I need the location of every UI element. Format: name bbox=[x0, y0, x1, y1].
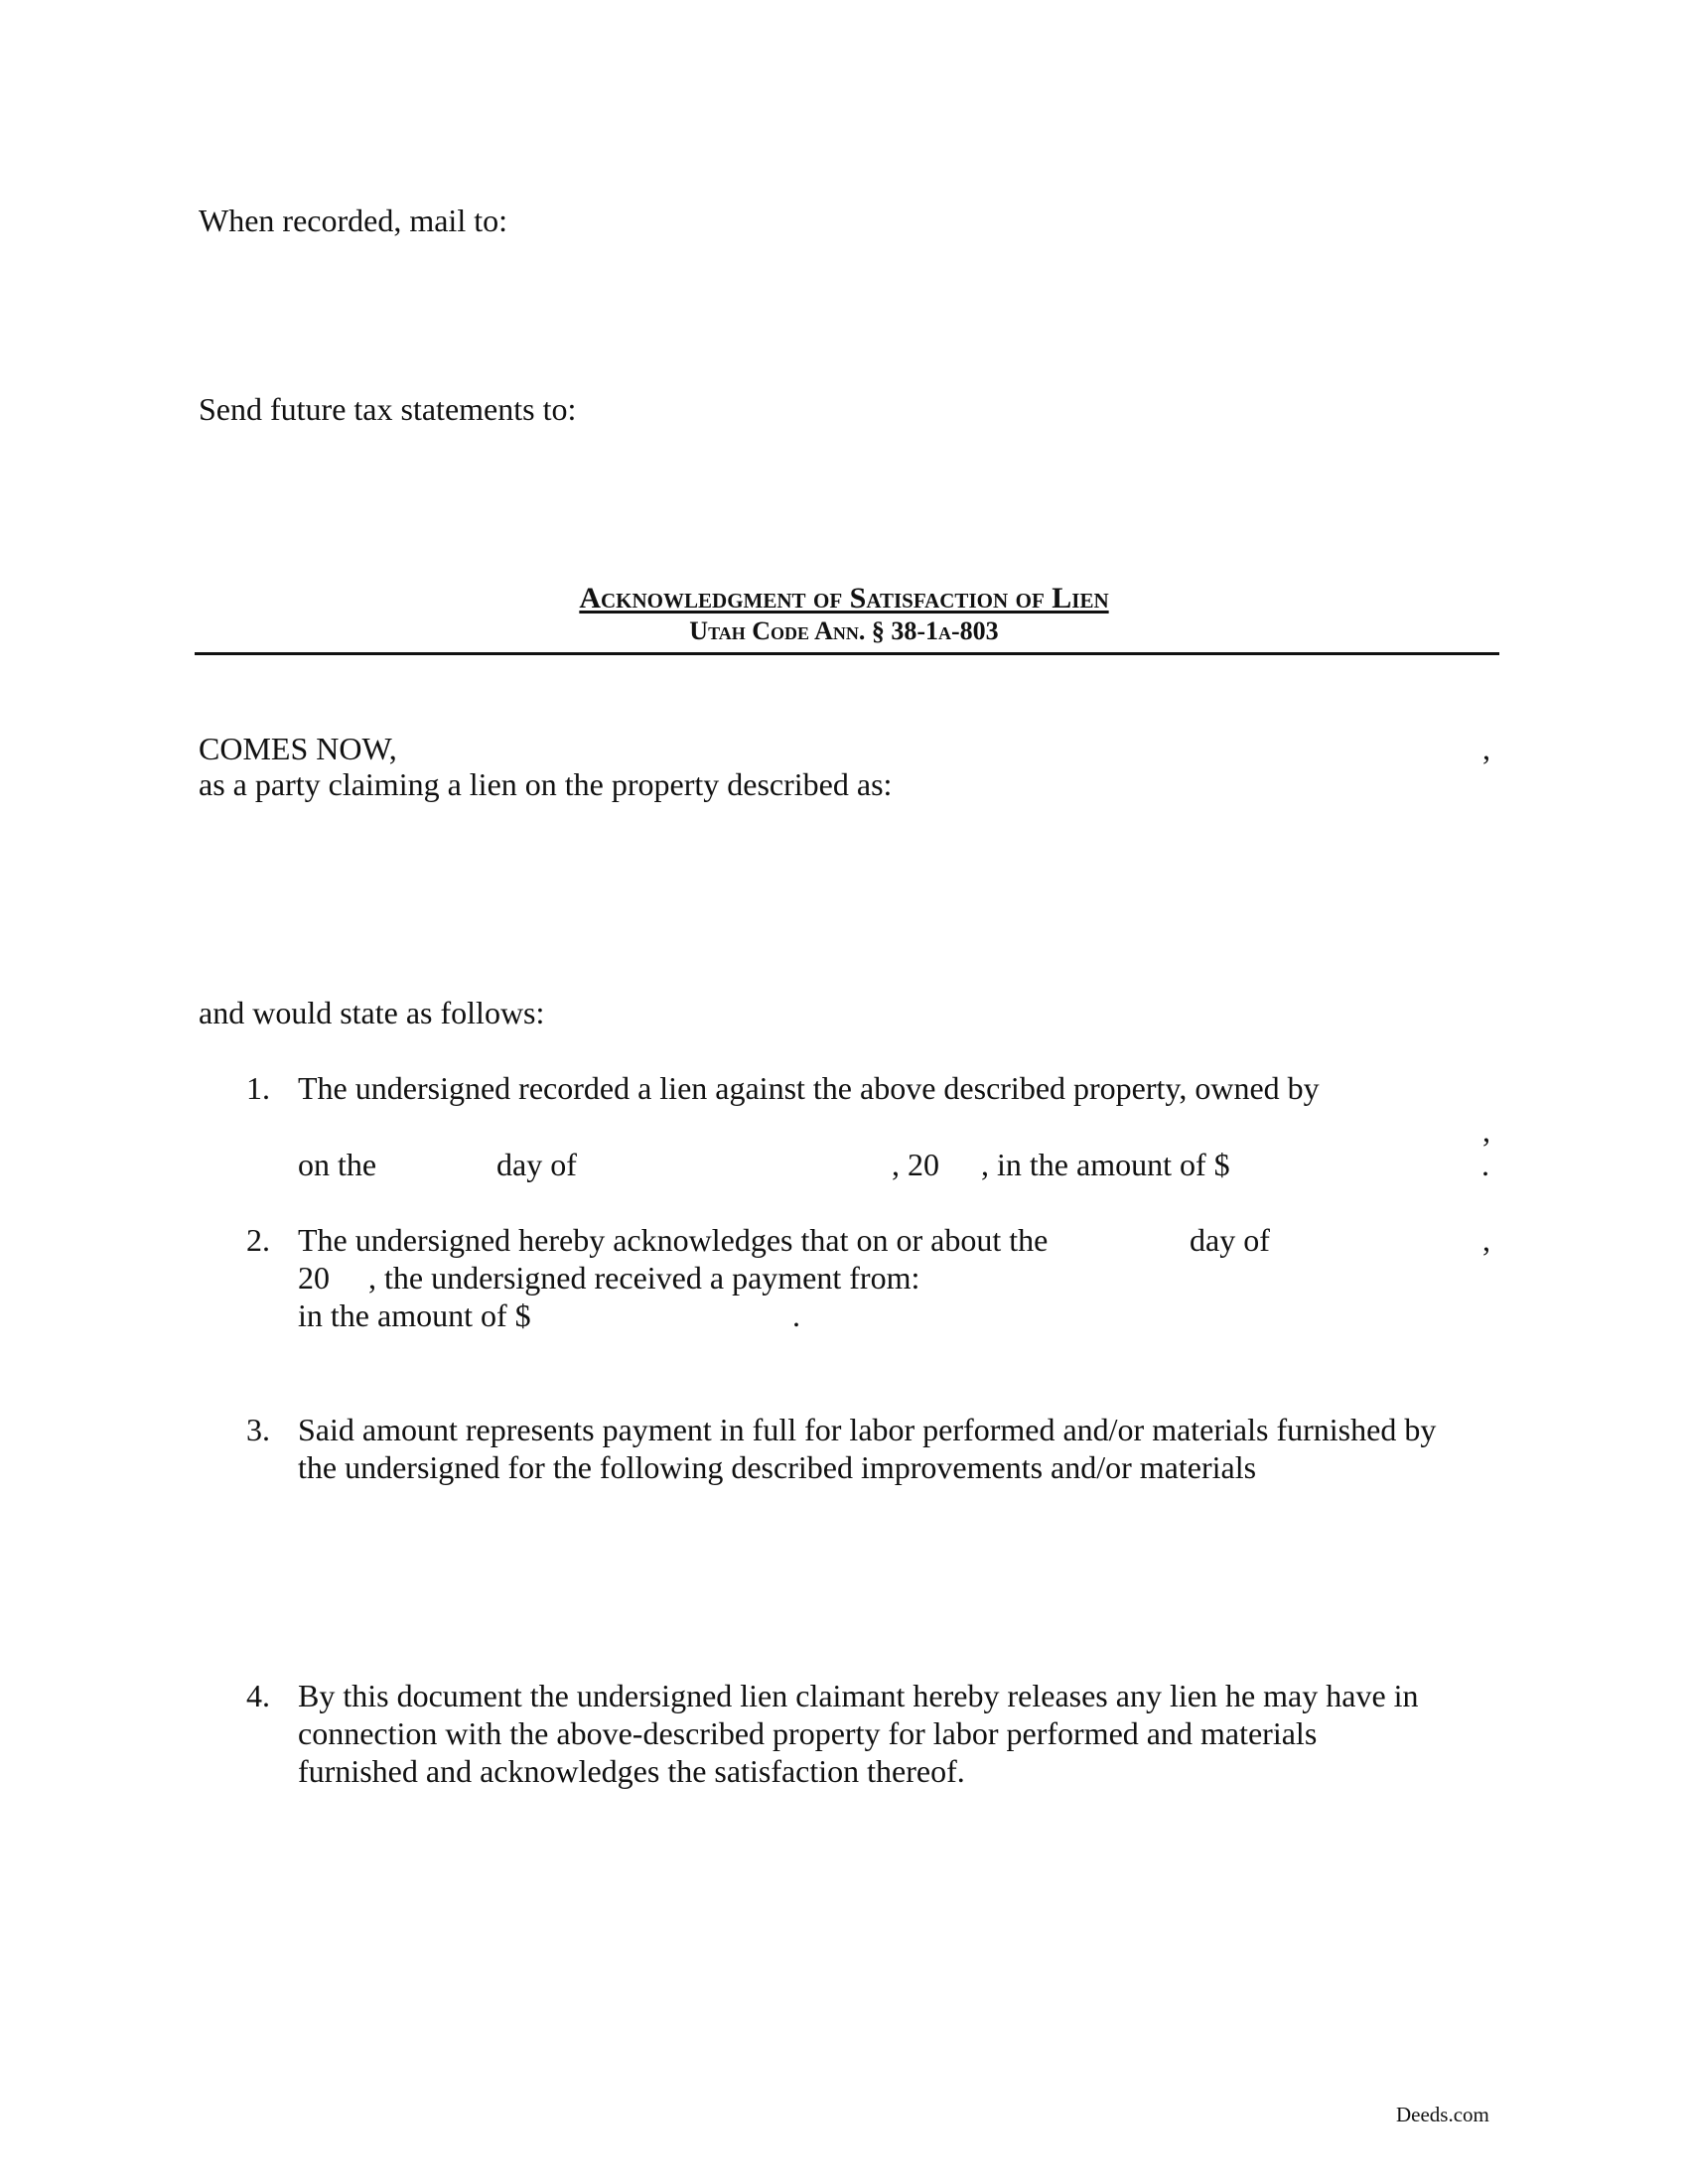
item-1-amount: , in the amount of $ bbox=[981, 1147, 1230, 1182]
item-1-line-1: The undersigned recorded a lien against the above described property, owned by bbox=[298, 1070, 1320, 1106]
state-follows-text: and would state as follows: bbox=[199, 995, 545, 1030]
item-2-period: . bbox=[792, 1297, 800, 1333]
item-2-line-1: The undersigned hereby acknowledges that on or about the bbox=[298, 1222, 1049, 1258]
item-1-period: . bbox=[1481, 1147, 1489, 1182]
item-1-day-of: day of bbox=[496, 1147, 577, 1182]
title-rule bbox=[195, 652, 1499, 655]
item-2-number: 2. bbox=[246, 1222, 270, 1258]
item-3-line-2: the undersigned for the following described improvements and/or materials bbox=[298, 1449, 1257, 1485]
statute-citation: Utah Code Ann. § 38-1a-803 bbox=[689, 616, 999, 645]
claiming-text: as a party claiming a lien on the property described as: bbox=[199, 766, 893, 802]
item-3-line-1: Said amount represents payment in full for labor performed and/or materials furnished by bbox=[298, 1412, 1437, 1447]
document-title: Acknowledgment of Satisfaction of Lien bbox=[579, 582, 1109, 614]
footer-brand: Deeds.com bbox=[1396, 2103, 1489, 2126]
item-1-comma: , bbox=[1482, 1113, 1490, 1149]
item-1-on-the: on the bbox=[298, 1147, 377, 1182]
item-4-line-2: connection with the above-described property for labor performed and materials bbox=[298, 1715, 1318, 1751]
item-1-number: 1. bbox=[246, 1070, 270, 1106]
mail-to-label: When recorded, mail to: bbox=[199, 203, 507, 238]
item-4-line-3: furnished and acknowledges the satisfaction thereof. bbox=[298, 1753, 965, 1789]
tax-statements-label: Send future tax statements to: bbox=[199, 391, 577, 427]
item-4-number: 4. bbox=[246, 1678, 270, 1713]
item-2-year: 20 bbox=[298, 1260, 330, 1296]
item-3-number: 3. bbox=[246, 1412, 270, 1447]
item-2-comma: , bbox=[1482, 1222, 1490, 1258]
item-2-day-of: day of bbox=[1190, 1222, 1270, 1258]
item-2-received: , the undersigned received a payment from: bbox=[368, 1260, 920, 1296]
comes-now-comma: , bbox=[1482, 731, 1490, 766]
item-1-year: , 20 bbox=[892, 1147, 939, 1182]
item-2-amount: in the amount of $ bbox=[298, 1297, 531, 1333]
comes-now-text: COMES NOW, bbox=[199, 731, 397, 766]
item-4-line-1: By this document the undersigned lien claimant hereby releases any lien he may have in bbox=[298, 1678, 1419, 1713]
